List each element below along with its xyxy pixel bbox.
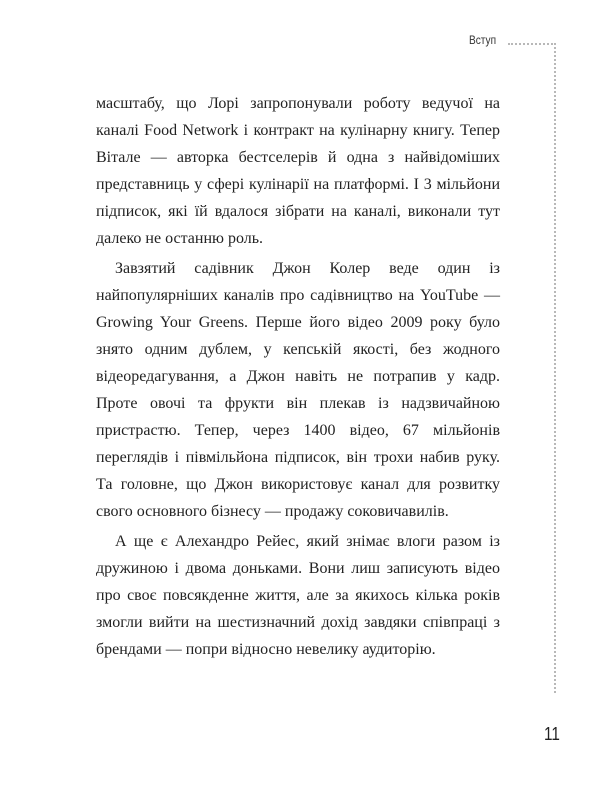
paragraph-alejandro-reyes: А ще є Алехандро Рейес, який знімає влоги разом із дружиною і двома доньками. Вони лиш записують відео про своє повсякденне життя, але за якихось кілька років змогли вийти на шестизначний дохід завдяки співпраці з брендами — попри відносно невелику аудиторію.: [96, 533, 500, 658]
margin-dotted-rule: [554, 43, 556, 693]
paragraph-john-kohler: Завзятий садівник Джон Колер веде один із найпопулярніших каналів про садівництво на YouTube — Growing Your Greens. Перше його відео 2009 року було знято одним дублем, у кепській якості, без жодного відеоредагування, а Джон навіть не потрапив у кадр. Проте овочі та фрукти він плекав із надзвичайною пристрастю. Тепер, через 1400 відео, 67 мільйонів переглядів і півмільйона підписок, він трохи набив руку. Та головне, що Джон використовує канал для розвитку свого основного бізнесу — продажу соковичавилів.: [96, 260, 500, 520]
body-text: [96, 90, 500, 666]
page-number: 11: [544, 724, 560, 744]
header-dotted-rule: [508, 43, 556, 45]
running-header-section-title: Вступ: [469, 35, 497, 47]
paragraph-continued: масштабу, що Лорі запропонували роботу ведучої на каналі Food Network і контракт на кулінарну книгу. Тепер Вітале — авторка бестселерів й одна з найвідоміших представниць у сфері кулінарії на платформі. І 3 мільйони підписок, які їй вдалося зібрати на каналі, виконали тут далеко не останню роль.: [96, 95, 500, 247]
